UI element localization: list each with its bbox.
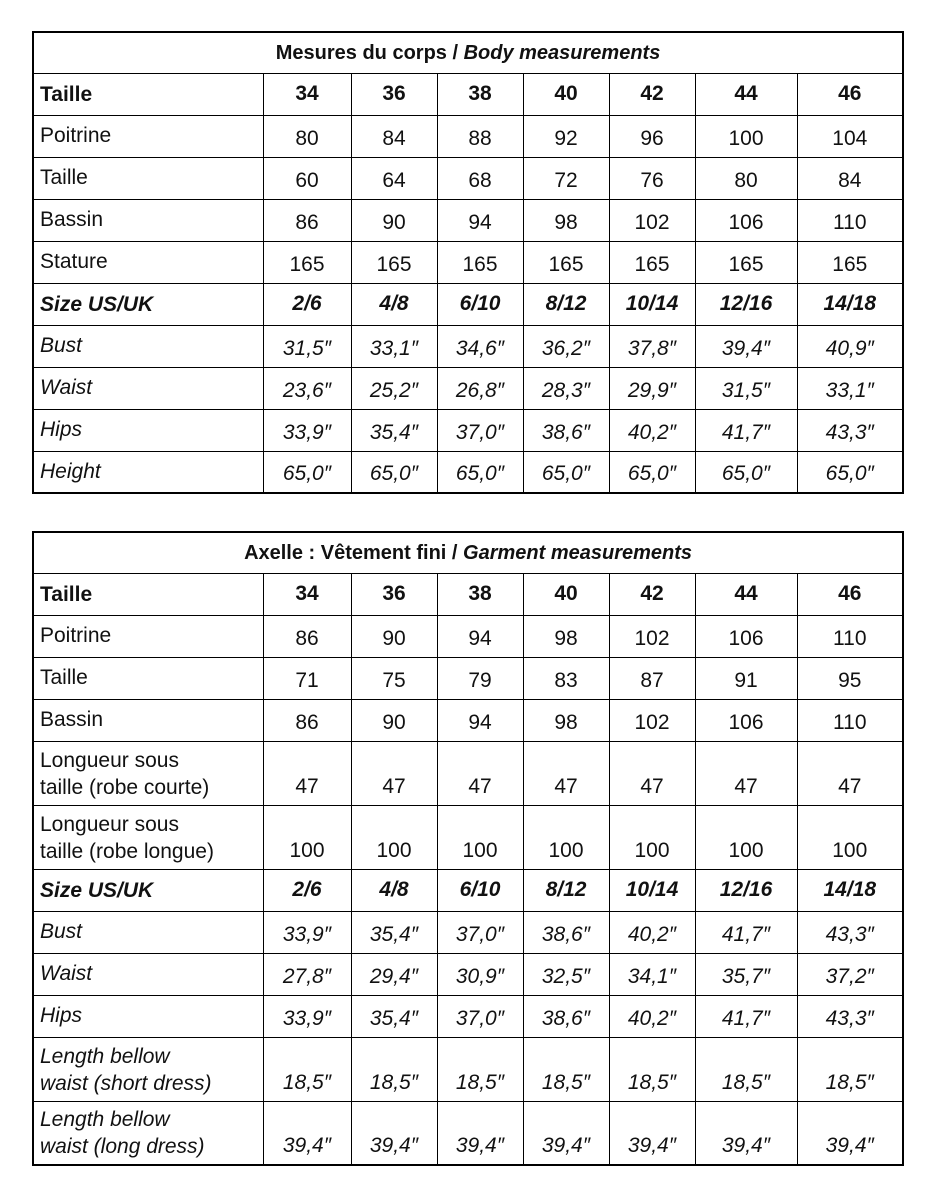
value-cell: 84 bbox=[351, 115, 437, 157]
table-row bbox=[33, 451, 903, 493]
table-title-row bbox=[33, 532, 903, 573]
value-cell: 38,6″ bbox=[523, 409, 609, 451]
row-label: Taille bbox=[33, 157, 263, 199]
value-cell: 165 bbox=[797, 241, 903, 283]
table-row bbox=[33, 657, 903, 699]
us-size-cell: 2/6 bbox=[263, 283, 351, 325]
value-cell: 106 bbox=[695, 699, 797, 741]
value-cell: 110 bbox=[797, 699, 903, 741]
value-cell: 18,5″ bbox=[695, 1037, 797, 1101]
row-label: Hips bbox=[33, 409, 263, 451]
value-cell: 100 bbox=[437, 805, 523, 869]
size-cell: 42 bbox=[609, 73, 695, 115]
value-cell: 33,9″ bbox=[263, 995, 351, 1037]
value-cell: 40,2″ bbox=[609, 911, 695, 953]
value-cell: 76 bbox=[609, 157, 695, 199]
value-cell: 102 bbox=[609, 199, 695, 241]
value-cell: 88 bbox=[437, 115, 523, 157]
us-size-cell: 6/10 bbox=[437, 869, 523, 911]
us-size-cell: 10/14 bbox=[609, 869, 695, 911]
value-cell: 47 bbox=[437, 741, 523, 805]
size-cell: 36 bbox=[351, 73, 437, 115]
value-cell: 39,4″ bbox=[523, 1101, 609, 1165]
value-cell: 38,6″ bbox=[523, 911, 609, 953]
value-cell: 165 bbox=[523, 241, 609, 283]
row-label: Taille bbox=[33, 657, 263, 699]
value-cell: 100 bbox=[523, 805, 609, 869]
table-row bbox=[33, 741, 903, 805]
value-cell: 90 bbox=[351, 615, 437, 657]
value-cell: 18,5″ bbox=[797, 1037, 903, 1101]
size-cell: 36 bbox=[351, 573, 437, 615]
value-cell: 75 bbox=[351, 657, 437, 699]
table-row bbox=[33, 1101, 903, 1165]
value-cell: 165 bbox=[437, 241, 523, 283]
row-label: Poitrine bbox=[33, 615, 263, 657]
size-cell: 40 bbox=[523, 573, 609, 615]
size-cell: 40 bbox=[523, 73, 609, 115]
value-cell: 18,5″ bbox=[437, 1037, 523, 1101]
row-label: Bust bbox=[33, 911, 263, 953]
row-label bbox=[33, 741, 263, 805]
value-cell: 30,9″ bbox=[437, 953, 523, 995]
table-row bbox=[33, 805, 903, 869]
title-separator: / bbox=[446, 541, 464, 564]
value-cell: 29,9″ bbox=[609, 367, 695, 409]
garment-measurements-table bbox=[32, 531, 904, 1166]
value-cell: 47 bbox=[351, 741, 437, 805]
value-cell: 35,7″ bbox=[695, 953, 797, 995]
value-cell: 25,2″ bbox=[351, 367, 437, 409]
value-cell: 43,3″ bbox=[797, 409, 903, 451]
value-cell: 86 bbox=[263, 615, 351, 657]
value-cell: 96 bbox=[609, 115, 695, 157]
row-label: Waist bbox=[33, 953, 263, 995]
value-cell: 92 bbox=[523, 115, 609, 157]
value-cell: 37,0″ bbox=[437, 911, 523, 953]
row-label-line: waist (long dress) bbox=[40, 1135, 205, 1158]
value-cell: 102 bbox=[609, 615, 695, 657]
value-cell: 86 bbox=[263, 699, 351, 741]
row-label-line: taille (robe courte) bbox=[40, 775, 210, 799]
row-label: Size US/UK bbox=[33, 283, 263, 325]
value-cell: 23,6″ bbox=[263, 367, 351, 409]
value-cell: 37,2″ bbox=[797, 953, 903, 995]
value-cell: 106 bbox=[695, 199, 797, 241]
value-cell: 65,0″ bbox=[351, 451, 437, 493]
us-size-header-row bbox=[33, 283, 903, 325]
value-cell: 39,4″ bbox=[263, 1101, 351, 1165]
size-cell: 34 bbox=[263, 73, 351, 115]
value-cell: 91 bbox=[695, 657, 797, 699]
value-cell: 165 bbox=[263, 241, 351, 283]
value-cell: 98 bbox=[523, 199, 609, 241]
size-cell: 38 bbox=[437, 573, 523, 615]
row-label: Bust bbox=[33, 325, 263, 367]
size-cell: 38 bbox=[437, 73, 523, 115]
size-cell: 44 bbox=[695, 573, 797, 615]
value-cell: 41,7″ bbox=[695, 911, 797, 953]
size-cell: 46 bbox=[797, 73, 903, 115]
table-row bbox=[33, 115, 903, 157]
value-cell: 100 bbox=[351, 805, 437, 869]
table-row bbox=[33, 953, 903, 995]
value-cell: 33,1″ bbox=[797, 367, 903, 409]
table-row bbox=[33, 615, 903, 657]
value-cell: 64 bbox=[351, 157, 437, 199]
size-cell: 46 bbox=[797, 573, 903, 615]
row-label: Waist bbox=[33, 367, 263, 409]
value-cell: 39,4″ bbox=[437, 1101, 523, 1165]
value-cell: 33,9″ bbox=[263, 409, 351, 451]
us-size-cell: 8/12 bbox=[523, 869, 609, 911]
value-cell: 94 bbox=[437, 199, 523, 241]
value-cell: 39,4″ bbox=[351, 1101, 437, 1165]
value-cell: 65,0″ bbox=[263, 451, 351, 493]
row-label-line: waist (short dress) bbox=[40, 1071, 212, 1095]
table-row bbox=[33, 199, 903, 241]
value-cell: 100 bbox=[695, 115, 797, 157]
size-header-row bbox=[33, 573, 903, 615]
value-cell: 100 bbox=[263, 805, 351, 869]
value-cell: 104 bbox=[797, 115, 903, 157]
table-row bbox=[33, 241, 903, 283]
value-cell: 40,2″ bbox=[609, 409, 695, 451]
row-label-line: taille (robe longue) bbox=[40, 839, 214, 863]
value-cell: 39,4″ bbox=[797, 1101, 903, 1165]
value-cell: 71 bbox=[263, 657, 351, 699]
value-cell: 87 bbox=[609, 657, 695, 699]
value-cell: 47 bbox=[263, 741, 351, 805]
value-cell: 47 bbox=[695, 741, 797, 805]
value-cell: 28,3″ bbox=[523, 367, 609, 409]
table-row bbox=[33, 911, 903, 953]
value-cell: 80 bbox=[695, 157, 797, 199]
row-label: Poitrine bbox=[33, 115, 263, 157]
row-label: Hips bbox=[33, 995, 263, 1037]
us-size-cell: 10/14 bbox=[609, 283, 695, 325]
value-cell: 29,4″ bbox=[351, 953, 437, 995]
value-cell: 68 bbox=[437, 157, 523, 199]
value-cell: 47 bbox=[797, 741, 903, 805]
value-cell: 65,0″ bbox=[695, 451, 797, 493]
value-cell: 26,8″ bbox=[437, 367, 523, 409]
us-size-cell: 14/18 bbox=[797, 869, 903, 911]
table-row bbox=[33, 367, 903, 409]
value-cell: 47 bbox=[523, 741, 609, 805]
value-cell: 39,4″ bbox=[695, 1101, 797, 1165]
table-row bbox=[33, 409, 903, 451]
table-row bbox=[33, 699, 903, 741]
us-size-cell: 6/10 bbox=[437, 283, 523, 325]
value-cell: 31,5″ bbox=[263, 325, 351, 367]
value-cell: 37,0″ bbox=[437, 409, 523, 451]
value-cell: 100 bbox=[609, 805, 695, 869]
value-cell: 41,7″ bbox=[695, 409, 797, 451]
row-label: Taille bbox=[33, 73, 263, 115]
value-cell: 18,5″ bbox=[263, 1037, 351, 1101]
value-cell: 90 bbox=[351, 699, 437, 741]
table-row bbox=[33, 1037, 903, 1101]
value-cell: 39,4″ bbox=[695, 325, 797, 367]
table-row bbox=[33, 995, 903, 1037]
value-cell: 60 bbox=[263, 157, 351, 199]
value-cell: 72 bbox=[523, 157, 609, 199]
value-cell: 65,0″ bbox=[797, 451, 903, 493]
row-label bbox=[33, 1101, 263, 1165]
value-cell: 65,0″ bbox=[523, 451, 609, 493]
value-cell: 31,5″ bbox=[695, 367, 797, 409]
value-cell: 80 bbox=[263, 115, 351, 157]
row-label: Taille bbox=[33, 573, 263, 615]
us-size-cell: 12/16 bbox=[695, 869, 797, 911]
us-size-cell: 4/8 bbox=[351, 283, 437, 325]
value-cell: 34,6″ bbox=[437, 325, 523, 367]
value-cell: 79 bbox=[437, 657, 523, 699]
row-label: Bassin bbox=[33, 199, 263, 241]
value-cell: 165 bbox=[695, 241, 797, 283]
value-cell: 43,3″ bbox=[797, 911, 903, 953]
value-cell: 18,5″ bbox=[351, 1037, 437, 1101]
value-cell: 43,3″ bbox=[797, 995, 903, 1037]
value-cell: 84 bbox=[797, 157, 903, 199]
value-cell: 33,9″ bbox=[263, 911, 351, 953]
us-size-cell: 14/18 bbox=[797, 283, 903, 325]
row-label bbox=[33, 805, 263, 869]
title-fr: Axelle : Vêtement fini bbox=[244, 541, 447, 564]
row-label bbox=[33, 1037, 263, 1101]
value-cell: 35,4″ bbox=[351, 911, 437, 953]
value-cell: 35,4″ bbox=[351, 995, 437, 1037]
value-cell: 18,5″ bbox=[609, 1037, 695, 1101]
title-fr: Mesures du corps bbox=[275, 41, 447, 64]
value-cell: 165 bbox=[609, 241, 695, 283]
value-cell: 35,4″ bbox=[351, 409, 437, 451]
value-cell: 40,2″ bbox=[609, 995, 695, 1037]
us-size-cell: 12/16 bbox=[695, 283, 797, 325]
row-label-line: Longueur sous bbox=[40, 748, 179, 772]
value-cell: 40,9″ bbox=[797, 325, 903, 367]
value-cell: 98 bbox=[523, 699, 609, 741]
value-cell: 32,5″ bbox=[523, 953, 609, 995]
value-cell: 94 bbox=[437, 615, 523, 657]
us-size-cell: 4/8 bbox=[351, 869, 437, 911]
value-cell: 65,0″ bbox=[609, 451, 695, 493]
value-cell: 86 bbox=[263, 199, 351, 241]
value-cell: 34,1″ bbox=[609, 953, 695, 995]
row-label: Size US/UK bbox=[33, 869, 263, 911]
value-cell: 110 bbox=[797, 199, 903, 241]
title-en: Garment measurements bbox=[463, 541, 692, 564]
value-cell: 165 bbox=[351, 241, 437, 283]
value-cell: 33,1″ bbox=[351, 325, 437, 367]
value-cell: 100 bbox=[695, 805, 797, 869]
body-measurements-table bbox=[32, 31, 904, 494]
value-cell: 37,0″ bbox=[437, 995, 523, 1037]
us-size-header-row bbox=[33, 869, 903, 911]
value-cell: 110 bbox=[797, 615, 903, 657]
value-cell: 90 bbox=[351, 199, 437, 241]
value-cell: 36,2″ bbox=[523, 325, 609, 367]
value-cell: 18,5″ bbox=[523, 1037, 609, 1101]
row-label: Stature bbox=[33, 241, 263, 283]
size-cell: 44 bbox=[695, 73, 797, 115]
table-row bbox=[33, 325, 903, 367]
title-en: Body measurements bbox=[463, 41, 661, 64]
us-size-cell: 2/6 bbox=[263, 869, 351, 911]
row-label-line: Longueur sous bbox=[40, 812, 179, 836]
value-cell: 27,8″ bbox=[263, 953, 351, 995]
size-cell: 42 bbox=[609, 573, 695, 615]
value-cell: 47 bbox=[609, 741, 695, 805]
title-separator: / bbox=[446, 41, 464, 64]
value-cell: 39,4″ bbox=[609, 1101, 695, 1165]
value-cell: 102 bbox=[609, 699, 695, 741]
value-cell: 83 bbox=[523, 657, 609, 699]
row-label-line: Length bellow bbox=[40, 1108, 170, 1131]
size-header-row bbox=[33, 73, 903, 115]
value-cell: 106 bbox=[695, 615, 797, 657]
value-cell: 38,6″ bbox=[523, 995, 609, 1037]
value-cell: 94 bbox=[437, 699, 523, 741]
row-label-line: Length bellow bbox=[40, 1044, 170, 1068]
row-label: Bassin bbox=[33, 699, 263, 741]
row-label: Height bbox=[33, 451, 263, 493]
size-cell: 34 bbox=[263, 573, 351, 615]
value-cell: 98 bbox=[523, 615, 609, 657]
table-title bbox=[33, 32, 903, 73]
table-title bbox=[33, 532, 903, 573]
value-cell: 65,0″ bbox=[437, 451, 523, 493]
value-cell: 100 bbox=[797, 805, 903, 869]
us-size-cell: 8/12 bbox=[523, 283, 609, 325]
value-cell: 41,7″ bbox=[695, 995, 797, 1037]
value-cell: 37,8″ bbox=[609, 325, 695, 367]
table-title-row bbox=[33, 32, 903, 73]
value-cell: 95 bbox=[797, 657, 903, 699]
table-row bbox=[33, 157, 903, 199]
